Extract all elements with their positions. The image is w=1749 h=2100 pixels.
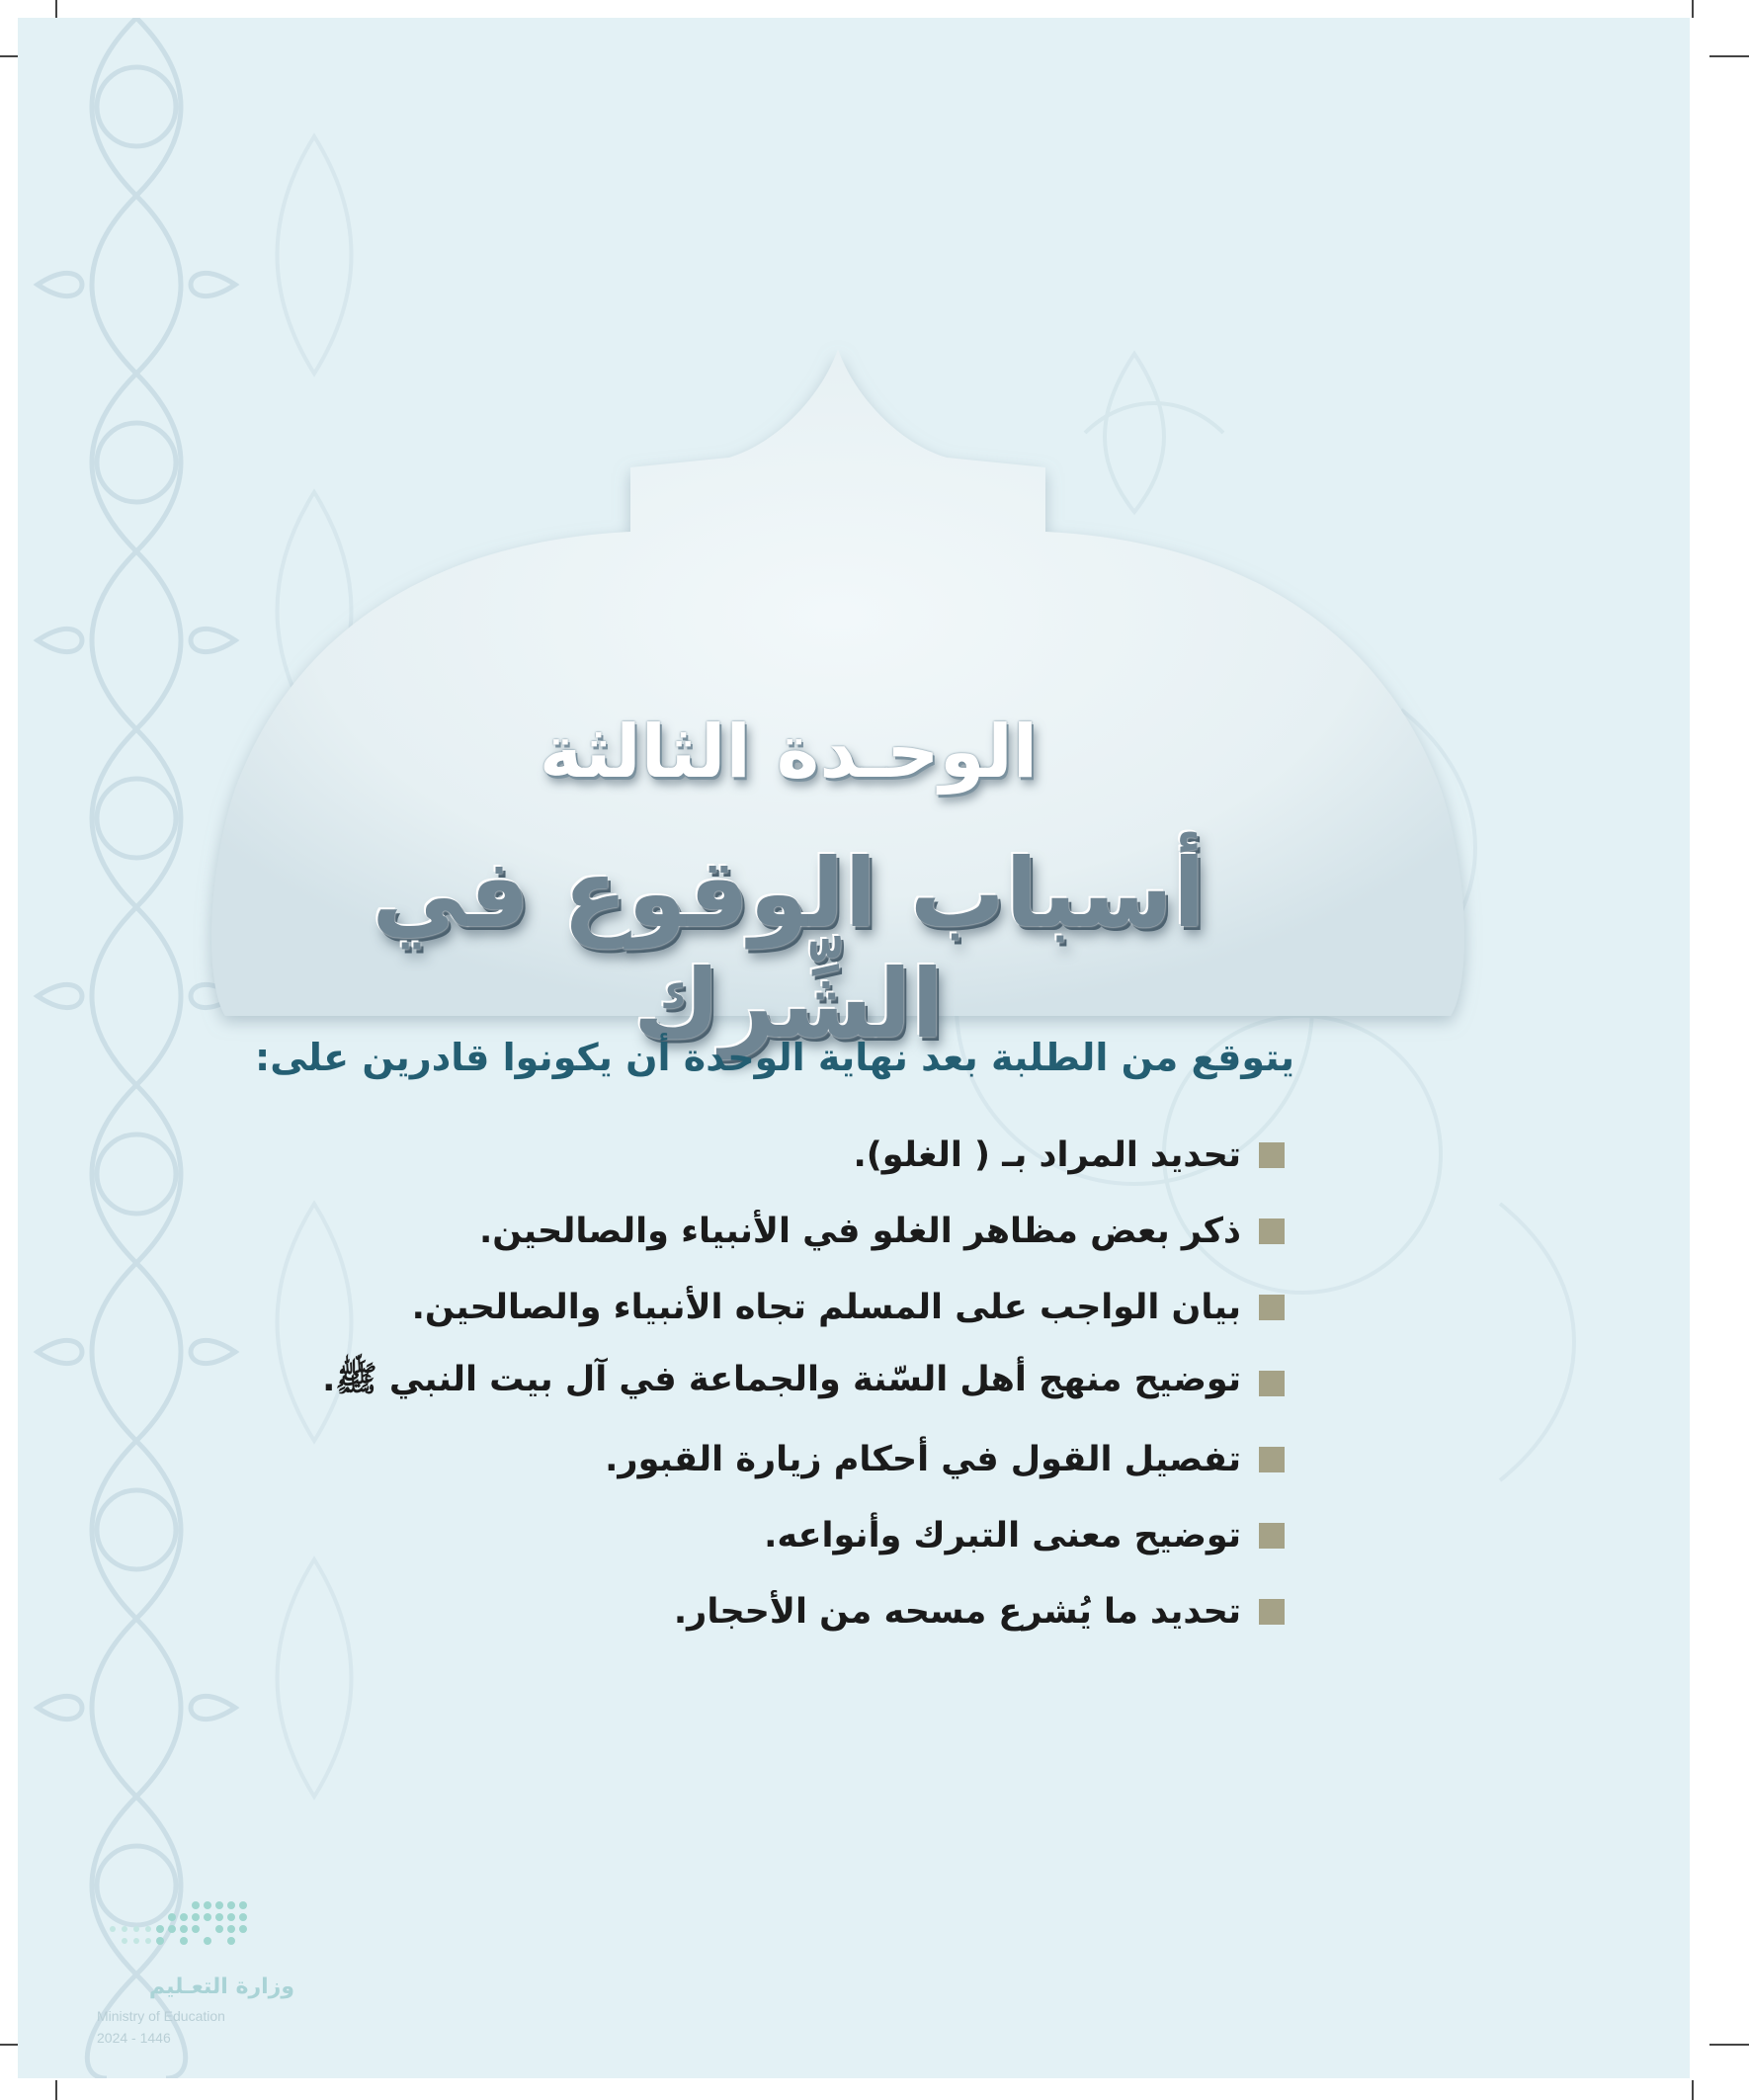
crop-mark-top-left-h [0,55,18,57]
square-bullet-icon [1259,1218,1285,1244]
square-bullet-icon [1259,1523,1285,1549]
objective-item [322,1117,1285,1193]
square-bullet-icon [1259,1599,1285,1625]
crop-mark-top-right-v [1692,0,1694,18]
objective-item [322,1345,1285,1421]
square-bullet-icon [1259,1447,1285,1472]
objectives-intro: يتوقع من الطلبة بعد نهاية الوحدة أن يكونوا قادرين على: [255,1036,1294,1079]
ministry-logo [97,1895,334,2063]
objective-text: تفصيل القول في أحكام زيارة القبور. [605,1439,1241,1479]
objective-text: بيان الواجب على المسلم تجاه الأنبياء والصالحين. [411,1287,1241,1327]
square-bullet-icon [1259,1371,1285,1396]
objective-text: توضيح معنى التبرك وأنواعه. [764,1515,1241,1555]
page [18,18,1690,2078]
objective-text: ذكر بعض مظاهر الغلو في الأنبياء والصالحين. [478,1211,1241,1251]
objective-item [322,1421,1285,1497]
square-bullet-icon [1259,1142,1285,1168]
logo-name-ar: وزارة التعـليم [148,1974,294,1999]
crop-mark-bottom-right-h [1709,2044,1749,2046]
objective-item [322,1193,1285,1269]
crop-mark-top-right-h [1709,55,1749,57]
objective-text: توضيح منهج أهل السّنة والجماعة في آل بيت النبي ﷺ. [322,1360,1241,1399]
logo-dots-icon [97,1895,255,1965]
objective-text: تحديد المراد بـ ( الغلو). [853,1134,1241,1175]
lesson-title: أسباب الوقوع في الشِّرك [372,838,1206,1059]
crop-mark-bottom-left-v [55,2080,57,2100]
unit-title: الوحـدة الثالثة [539,710,1039,795]
square-bullet-icon [1259,1295,1285,1320]
logo-name-en: Ministry of Education [97,2008,225,2024]
crop-mark-bottom-right-v [1692,2080,1694,2100]
crop-mark-top-left-v [55,0,57,18]
objectives-list [322,1117,1285,1649]
objective-item [322,1269,1285,1345]
crop-mark-bottom-left-h [0,2044,18,2046]
objective-item [322,1573,1285,1649]
objective-item [322,1497,1285,1573]
objective-text: تحديد ما يُشرع مسحه من الأحجار. [673,1591,1241,1632]
logo-year: 2024 - 1446 [97,2030,171,2046]
